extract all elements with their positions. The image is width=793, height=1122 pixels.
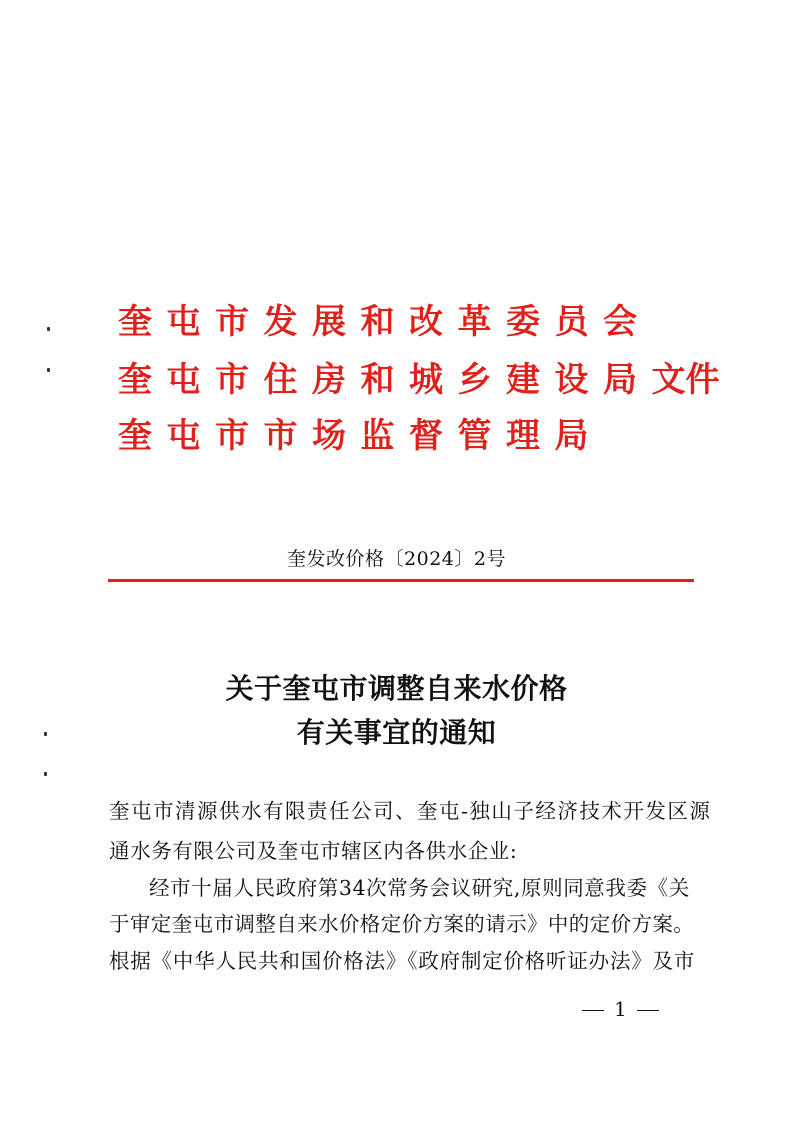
title-line-2: 有关事宜的通知 [296,716,497,749]
recipients-line-1: 奎屯市清源供水有限责任公司、奎屯-独山子经济技术开发区源 [109,799,712,823]
margin-mark [47,368,50,372]
paragraph-line-2: 于审定奎屯市调整自来水价格定价方案的请示》中的定价方案。 [109,912,695,936]
page-number-value: 1 [614,997,627,1021]
page-dash-right [637,1010,659,1011]
issuer-housing-bureau [118,360,720,400]
page-number [572,997,669,1021]
paragraph-line-1: 经市十届人民政府第34次常务会议研究,原则同意我委《关 [149,876,690,900]
page-dash-left [582,1010,604,1011]
issuer-ndrc: 奎屯市发展和改革委员会 [118,302,652,342]
margin-mark [47,327,50,331]
margin-mark [44,732,47,736]
recipients-line-2: 通水务有限公司及奎屯市辖区内各供水企业: [109,839,518,863]
document-number: 奎发改价格〔2024〕2号 [287,548,506,570]
issuer-market-supervision: 奎屯市市场监督管理局 [118,416,603,456]
issuer-document-suffix: 文件 [651,360,720,400]
paragraph-line-3: 根据《中华人民共和国价格法》《政府制定价格听证办法》及市 [109,949,696,973]
margin-mark [44,772,47,776]
red-separator-line [108,579,694,582]
issuer-housing-name: 奎屯市住房和城乡建设局 [118,360,652,400]
title-line-1: 关于奎屯市调整自来水价格 [225,672,568,705]
